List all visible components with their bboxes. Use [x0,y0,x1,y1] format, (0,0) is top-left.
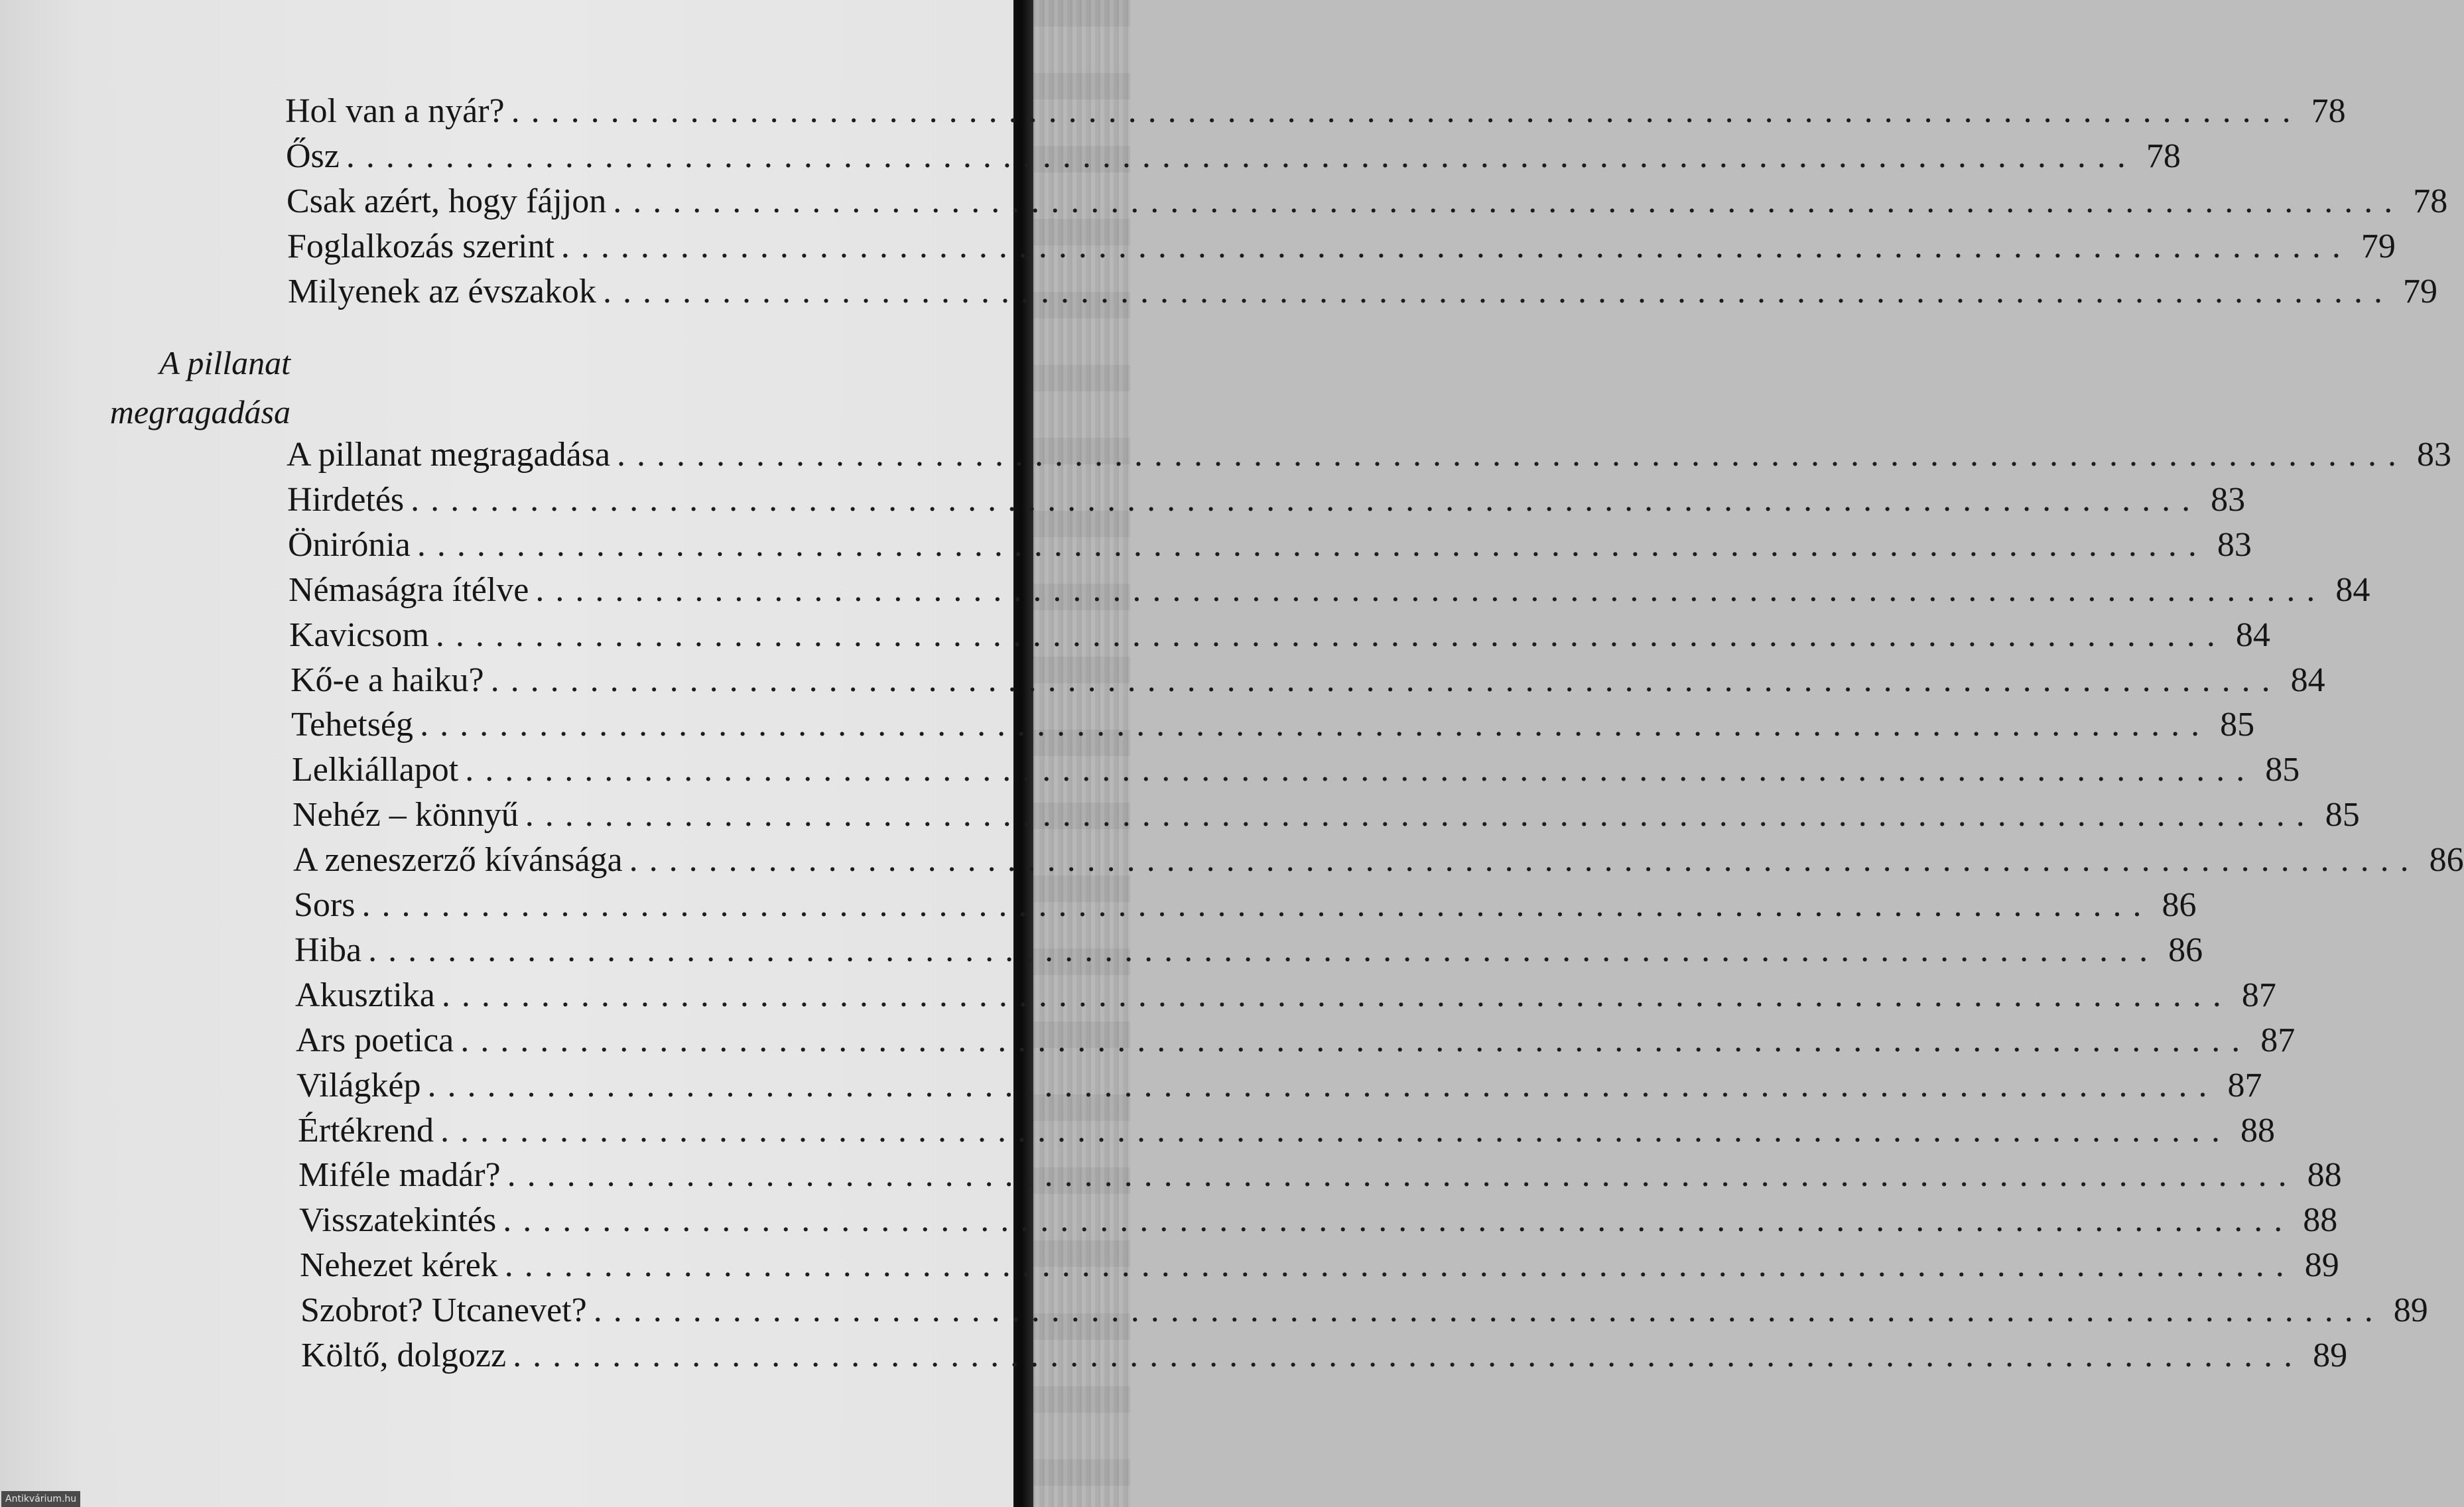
toc-entry [287,227,2396,273]
section-heading-line2: megragadása [109,393,291,430]
toc-entry-page: 78 [2311,92,2346,130]
toc-entry [298,1111,2276,1157]
section-heading-line1: A pillanat [159,344,291,381]
toc-entry-page: 83 [2211,480,2246,519]
toc-entry-page: 84 [2235,616,2270,654]
toc-entry-title: Milyenek az évszakok [288,273,596,310]
dot-leader: .......................................................................................... [490,661,2282,699]
toc-entry-page: 85 [2220,706,2255,744]
toc-entry-page: 86 [2168,931,2203,969]
toc-entry-page: 83 [2217,525,2252,564]
toc-entry-title: Világkép [296,1066,421,1104]
dot-leader: .......................................................................................... [420,706,2211,744]
toc-entry-title: A zeneszerző kívánsága [293,841,623,880]
toc-entry-page: 85 [2325,796,2360,834]
dot-leader: .......................................................................................... [507,1156,2298,1195]
dot-leader: .......................................................................................... [435,616,2227,654]
toc-entry-title: A pillanat megragadása [287,436,611,474]
dot-leader: .......................................................................................... [560,228,2352,265]
toc-entry-title: Értékrend [298,1111,434,1149]
toc-entry-title: Foglalkozás szerint [287,228,554,265]
toc-entry [296,1066,2262,1112]
toc-entry-page: 78 [2413,182,2448,220]
toc-entry-title: Kő-e a haiku? [291,661,484,699]
dot-leader: .......................................................................................... [417,525,2208,564]
toc-entry-title: Lelkiállapot [292,751,459,789]
section-heading [66,338,291,436]
toc-entry [298,1155,2342,1202]
dot-leader: .......................................................................................... [602,273,2394,310]
dot-leader: .......................................................................................... [346,137,2137,175]
toc-entry [289,616,2270,662]
toc-entry [286,137,2181,183]
toc-entry-title: Hiba [294,931,362,969]
toc-entry [289,570,2370,617]
dot-leader: .......................................................................................... [411,480,2202,519]
toc-entry-page: 87 [2260,1021,2296,1059]
dot-leader: .......................................................................................... [440,1111,2232,1149]
toc-entry-page: 88 [2303,1201,2338,1240]
dot-leader: .......................................................................................... [460,1021,2252,1059]
toc-entry-page: 78 [2146,137,2181,175]
toc-entry [301,1336,2348,1382]
toc-entry-title: Hol van a nyár? [285,92,505,130]
toc-entry-page: 84 [2335,570,2370,609]
toc-entry [291,705,2255,752]
toc-entry-title: Ars poetica [296,1021,454,1059]
dot-leader: .......................................................................................... [361,886,2153,924]
dot-leader: .......................................................................................... [504,1246,2296,1285]
toc-entry-page: 86 [2162,886,2197,924]
toc-entry-title: Csak azért, hogy fájjon [287,182,607,220]
toc-entry-page: 87 [2227,1066,2262,1104]
toc-entry-page: 89 [2304,1246,2339,1285]
dot-leader: .......................................................................................... [368,931,2160,969]
toc-entry [295,976,2276,1022]
dot-leader: .......................................................................................... [465,751,2256,789]
toc-entry-title: Tehetség [291,706,414,744]
dot-leader: .......................................................................................... [427,1066,2219,1104]
toc-entry-page: 83 [2417,436,2452,474]
toc-entry-title: Akusztika [295,976,435,1014]
toc-entry-title: Nehéz – könnyű [292,796,519,834]
toc-entry [292,750,2300,797]
dot-leader: .......................................................................................... [535,570,2327,609]
dot-leader: .......................................................................................... [511,92,2302,130]
dot-leader: .......................................................................................... [525,796,2316,834]
toc-entry [300,1291,2428,1337]
toc-entry [287,435,2452,482]
toc-entry [299,1201,2338,1247]
toc-entry [300,1246,2339,1292]
toc-entry [285,92,2346,138]
dot-leader: .......................................................................................... [613,182,2404,220]
toc-entry [287,182,2448,228]
dot-leader: .......................................................................................... [503,1201,2294,1240]
toc-entry-title: Önirónia [288,525,411,564]
toc-entry [293,840,2464,887]
toc-entry-page: 89 [2393,1291,2428,1330]
toc-entry-title: Visszatekintés [299,1201,497,1240]
dot-leader: .......................................................................................... [629,841,2420,880]
toc-entry-page: 86 [2429,841,2464,880]
toc-entry [288,525,2252,572]
toc-entry-title: Sors [294,886,356,924]
dot-leader: .......................................................................................... [513,1337,2304,1374]
toc-entry [288,272,2437,318]
toc-entry-title: Kavicsom [289,616,429,654]
toc-entry-page: 87 [2241,976,2276,1014]
toc-entry-page: 85 [2265,751,2300,789]
toc-entry-title: Némaságra ítélve [289,570,529,609]
dot-leader: .......................................................................................... [593,1291,2384,1330]
toc-entry-page: 79 [2402,273,2437,310]
toc-entry-title: Miféle madár? [298,1156,501,1195]
toc-entry [287,480,2246,527]
watermark: Antikvárium.hu [1,1491,80,1507]
dot-leader: .......................................................................................... [617,436,2408,474]
toc-entry-page: 88 [2307,1156,2342,1195]
toc-entry-title: Szobrot? Utcanevet? [300,1291,587,1330]
toc-entry-title: Költő, dolgozz [301,1337,507,1374]
toc-entry [292,795,2360,842]
dot-leader: .......................................................................................... [441,976,2233,1014]
toc-entry [294,885,2197,932]
toc-entry-page: 88 [2240,1111,2276,1149]
toc-entry [296,1021,2296,1067]
toc-entry-title: Ősz [286,137,340,175]
toc-entry-page: 79 [2361,228,2396,265]
toc-entry [291,661,2325,707]
toc-entry-page: 84 [2290,661,2325,699]
toc-entry-title: Hirdetés [287,480,405,519]
toc-entry-page: 89 [2313,1337,2348,1374]
toc-entry [294,931,2203,977]
toc-entry-title: Nehezet kérek [300,1246,498,1285]
